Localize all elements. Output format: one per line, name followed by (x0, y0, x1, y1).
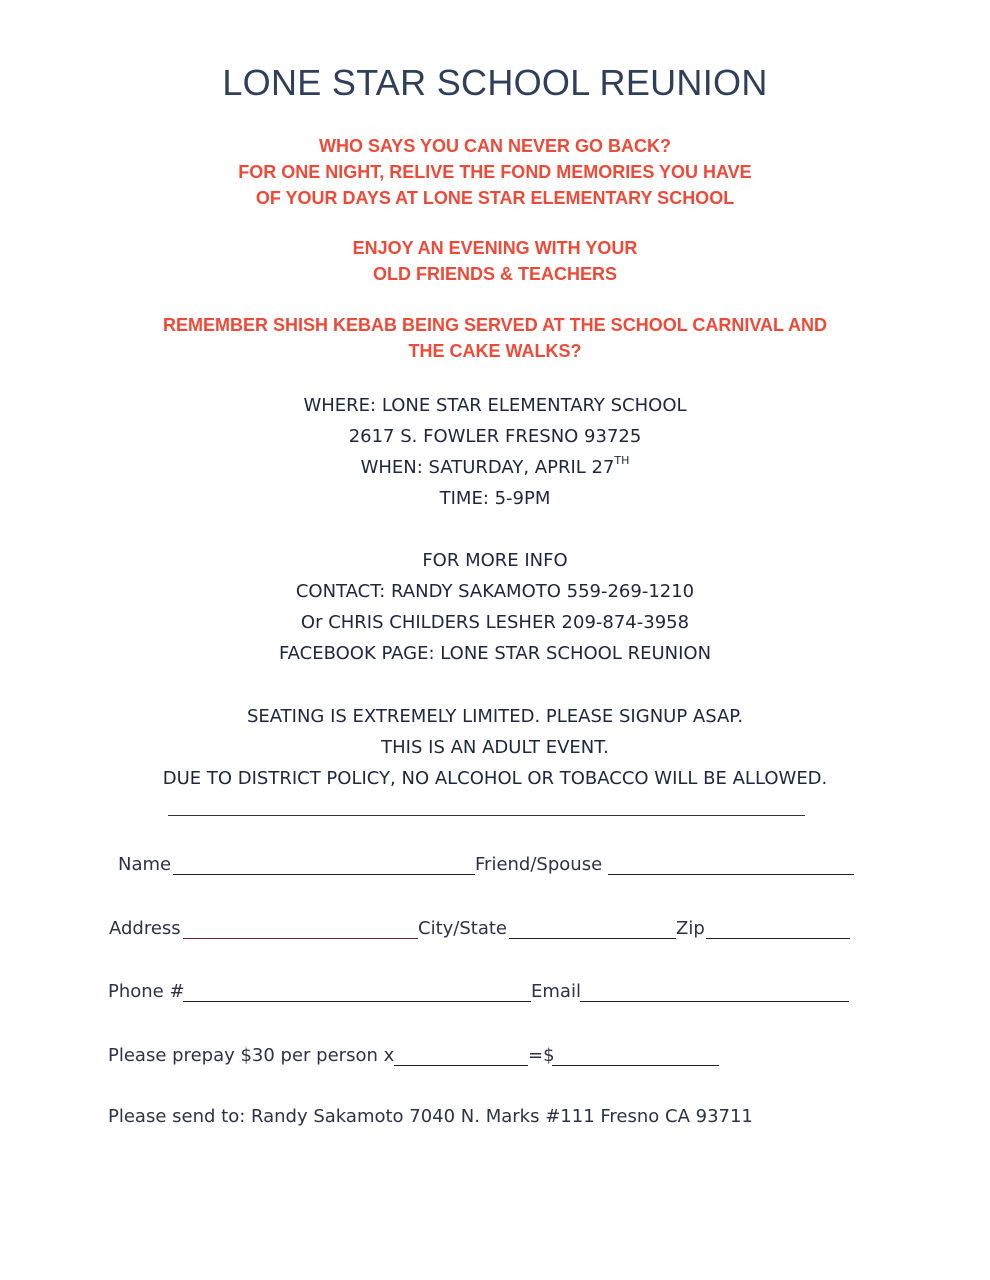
mailing-address: Please send to: Randy Sakamoto 7040 N. Marks #111 Fresno CA 93711 (108, 1106, 753, 1127)
zip-label: Zip (676, 918, 705, 939)
form-row-phone (0, 979, 990, 1005)
phone-field[interactable] (183, 1001, 531, 1002)
form-row-address (0, 916, 990, 942)
intro-line: OF YOUR DAYS AT LONE STAR ELEMENTARY SCHOOL (255, 188, 735, 208)
email-field[interactable] (580, 1001, 849, 1002)
contact-line: FACEBOOK PAGE: LONE STAR SCHOOL REUNION (278, 643, 712, 664)
name-label: Name (118, 854, 172, 875)
divider (168, 815, 805, 816)
event-details (0, 390, 990, 514)
intro-line: WHO SAYS YOU CAN NEVER GO BACK? (318, 136, 672, 156)
notice-line: SEATING IS EXTREMELY LIMITED. PLEASE SIGNUP ASAP. (246, 706, 744, 727)
enjoy-line: OLD FRIENDS & TEACHERS (372, 264, 617, 284)
event-when (0, 452, 990, 483)
friend-spouse-label: Friend/Spouse (475, 854, 603, 875)
page-title: LONE STAR SCHOOL REUNION (222, 62, 768, 103)
event-where: WHERE: LONE STAR ELEMENTARY SCHOOL (303, 395, 687, 416)
phone-label: Phone # (108, 981, 185, 1002)
email-label: Email (531, 981, 581, 1002)
contact-line: CONTACT: RANDY SAKAMOTO 559-269-1210 (295, 581, 695, 602)
event-time: TIME: 5-9PM (439, 488, 551, 509)
contact-heading: FOR MORE INFO (422, 550, 568, 571)
city-state-field[interactable] (509, 938, 676, 939)
intro-line: FOR ONE NIGHT, RELIVE THE FOND MEMORIES YOU HAVE (238, 162, 752, 182)
form-row-name (0, 852, 990, 878)
prepay-label: Please prepay $30 per person x (108, 1045, 395, 1066)
event-when-text: WHEN: SATURDAY, APRIL 27 (360, 457, 615, 478)
remember-line: THE CAKE WALKS? (408, 341, 582, 361)
contact-info (0, 545, 990, 669)
contact-line: Or CHRIS CHILDERS LESHER 209-874-3958 (300, 612, 690, 633)
remember-text (0, 312, 990, 364)
total-amount-field[interactable] (552, 1065, 719, 1066)
enjoy-line: ENJOY AN EVENING WITH YOUR (352, 238, 638, 258)
notices (0, 701, 990, 794)
notice-line: DUE TO DISTRICT POLICY, NO ALCOHOL OR TOBACCO WILL BE ALLOWED. (162, 768, 828, 789)
zip-field[interactable] (706, 938, 850, 939)
event-when-suffix: TH (614, 454, 630, 467)
remember-line: REMEMBER SHISH KEBAB BEING SERVED AT THE SCHOOL CARNIVAL AND (162, 315, 828, 335)
event-address: 2617 S. FOWLER FRESNO 93725 (348, 426, 642, 447)
intro-text (0, 133, 990, 211)
city-state-label: City/State (418, 918, 507, 939)
equals-label: =$ (528, 1045, 555, 1066)
friend-spouse-field[interactable] (608, 874, 854, 875)
address-label: Address (109, 918, 181, 939)
name-field[interactable] (173, 874, 475, 875)
address-field[interactable] (183, 938, 418, 939)
person-count-field[interactable] (394, 1065, 528, 1066)
enjoy-text (0, 235, 990, 287)
notice-line: THIS IS AN ADULT EVENT. (381, 737, 609, 758)
form-row-prepay (0, 1043, 990, 1069)
